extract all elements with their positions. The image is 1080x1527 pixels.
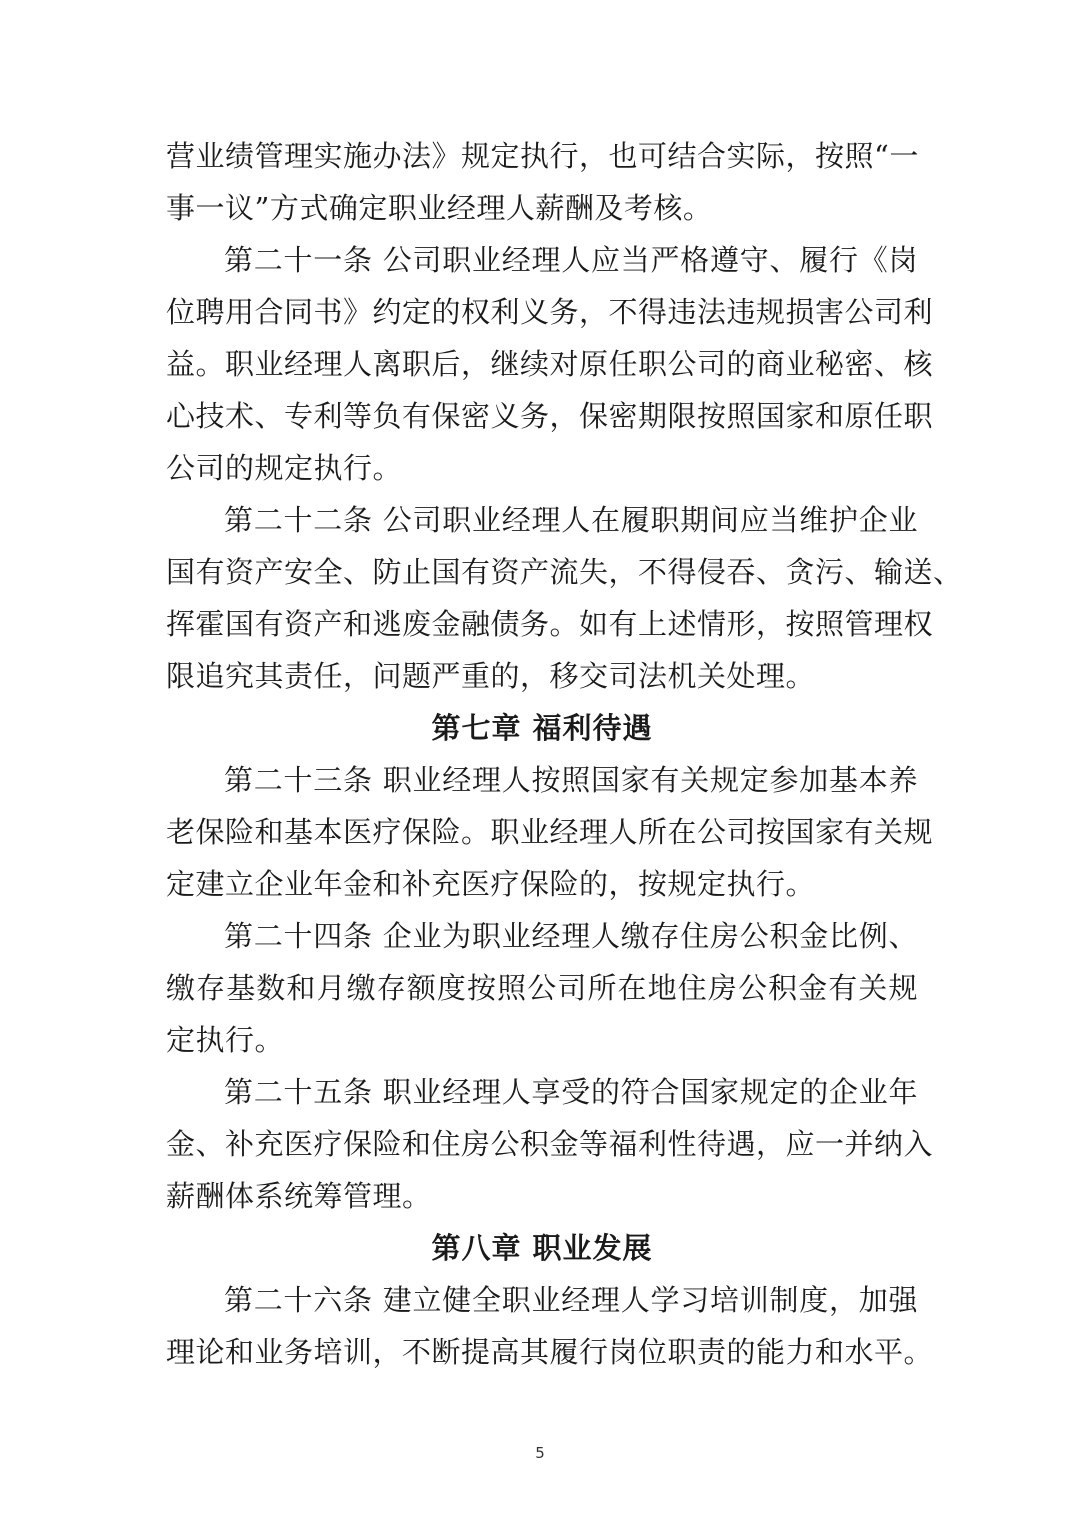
text-line: 定执行。 <box>166 1023 285 1057</box>
chapter-heading: 第七章 福利待遇 <box>431 711 653 745</box>
article-paragraph <box>166 234 934 494</box>
text-line: 限追究其责任，问题严重的，移交司法机关处理。 <box>166 659 816 693</box>
text-line: 薪酬体系统筹管理。 <box>166 1179 432 1213</box>
text-line: 营业绩管理实施办法》规定执行，也可结合实际，按照“一 <box>166 139 919 173</box>
article-paragraph <box>166 754 934 910</box>
page-number: 5 <box>535 1444 545 1462</box>
article-paragraph <box>166 130 918 234</box>
text-line: 位聘用合同书》约定的权利义务，不得违法违规损害公司利 <box>166 295 934 329</box>
text-line: 益。职业经理人离职后，继续对原任职公司的商业秘密、核 <box>166 347 934 381</box>
document-page <box>166 130 963 1378</box>
text-line: 老保险和基本医疗保险。职业经理人所在公司按国家有关规 <box>166 815 934 849</box>
text-line: 第二十三条 职业经理人按照国家有关规定参加基本养 <box>224 763 918 797</box>
article-paragraph <box>166 494 963 702</box>
text-line: 国有资产安全、防止国有资产流失，不得侵吞、贪污、输送、 <box>166 555 963 589</box>
text-line: 金、补充医疗保险和住房公积金等福利性待遇，应一并纳入 <box>166 1127 934 1161</box>
text-line: 第二十四条 企业为职业经理人缴存住房公积金比例、 <box>224 919 918 953</box>
article-paragraph <box>166 1274 934 1378</box>
text-line: 第二十一条 公司职业经理人应当严格遵守、履行《岗 <box>224 243 918 277</box>
text-line: 事一议”方式确定职业经理人薪酬及考核。 <box>166 191 713 225</box>
text-line: 挥霍国有资产和逃废金融债务。如有上述情形，按照管理权 <box>166 607 934 641</box>
article-paragraph <box>166 910 918 1066</box>
text-line: 缴存基数和月缴存额度按照公司所在地住房公积金有关规 <box>166 971 918 1005</box>
text-line: 心技术、专利等负有保密义务，保密期限按照国家和原任职 <box>166 399 934 433</box>
chapter-heading: 第八章 职业发展 <box>431 1231 653 1265</box>
text-line: 第二十五条 职业经理人享受的符合国家规定的企业年 <box>224 1075 918 1109</box>
article-paragraph <box>166 1066 934 1222</box>
text-line: 第二十二条 公司职业经理人在履职期间应当维护企业 <box>224 503 918 537</box>
text-line: 定建立企业年金和补充医疗保险的，按规定执行。 <box>166 867 816 901</box>
text-line: 理论和业务培训，不断提高其履行岗位职责的能力和水平。 <box>166 1335 934 1369</box>
text-line: 公司的规定执行。 <box>166 451 403 485</box>
text-line: 第二十六条 建立健全职业经理人学习培训制度，加强 <box>224 1283 918 1317</box>
